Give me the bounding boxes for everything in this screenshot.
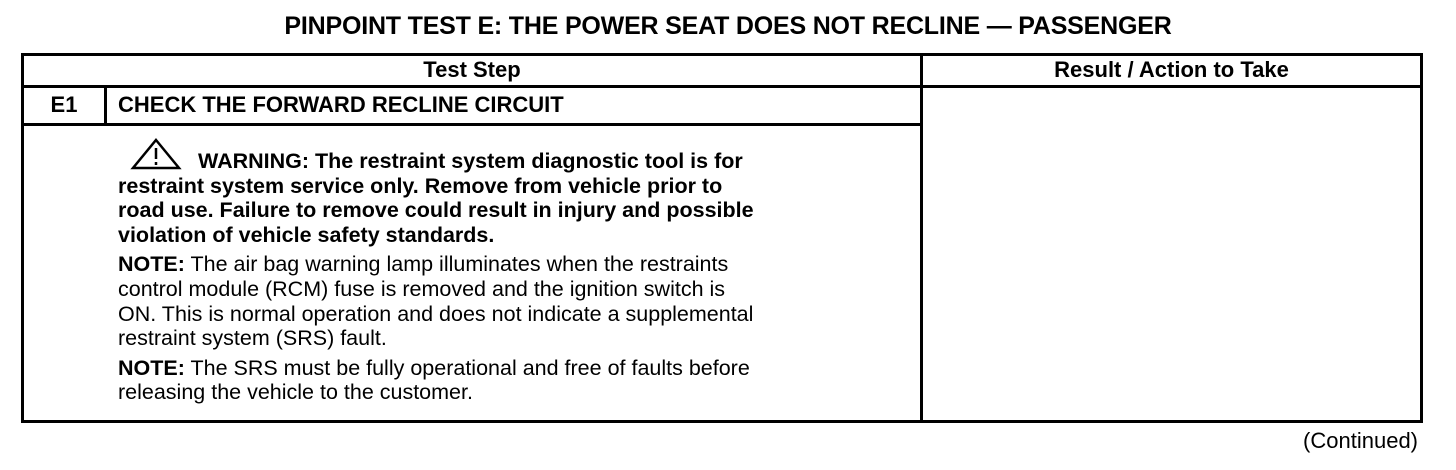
note-label: NOTE: [118,252,185,277]
note-line: restraint system (SRS) fault. [118,326,387,351]
note-line [118,252,908,277]
header-test-step: Test Step [423,57,521,82]
note-airbag-lamp [118,252,908,350]
step-row-divider [21,123,923,126]
note-line [118,356,908,381]
note-line: releasing the vehicle to the customer. [118,380,473,405]
warning-line: violation of vehicle safety standards. [118,222,495,247]
note-line: ON. This is normal operation and does not indicate a supplemental [118,301,754,326]
column-divider [920,53,923,423]
continued-label: (Continued) [1303,428,1418,453]
note-line-text: The air bag warning lamp illuminates when the restraints [184,252,729,277]
warning-line: road use. Failure to remove could result in injury and possible [118,198,754,223]
page-title: PINPOINT TEST E: THE POWER SEAT DOES NOT RECLINE — PASSENGER [284,12,1172,40]
warning-line: WARNING: The restraint system diagnostic tool is for [198,149,743,173]
note-line-text: The SRS must be fully operational and free of faults before [184,355,750,380]
note-line: control module (RCM) fuse is removed and the ignition switch is [118,276,726,301]
note-label: NOTE: [118,355,185,380]
step-title: CHECK THE FORWARD RECLINE CIRCUIT [118,92,564,117]
step-id-divider [104,85,107,126]
header-divider [21,85,1423,88]
note-srs-operational [118,356,908,405]
step-id: E1 [50,92,78,117]
step-body [118,149,908,405]
warning-line: restraint system service only. Remove from vehicle prior to [118,173,723,198]
header-result-action: Result / Action to Take [1054,57,1289,82]
warning-text [118,149,908,247]
